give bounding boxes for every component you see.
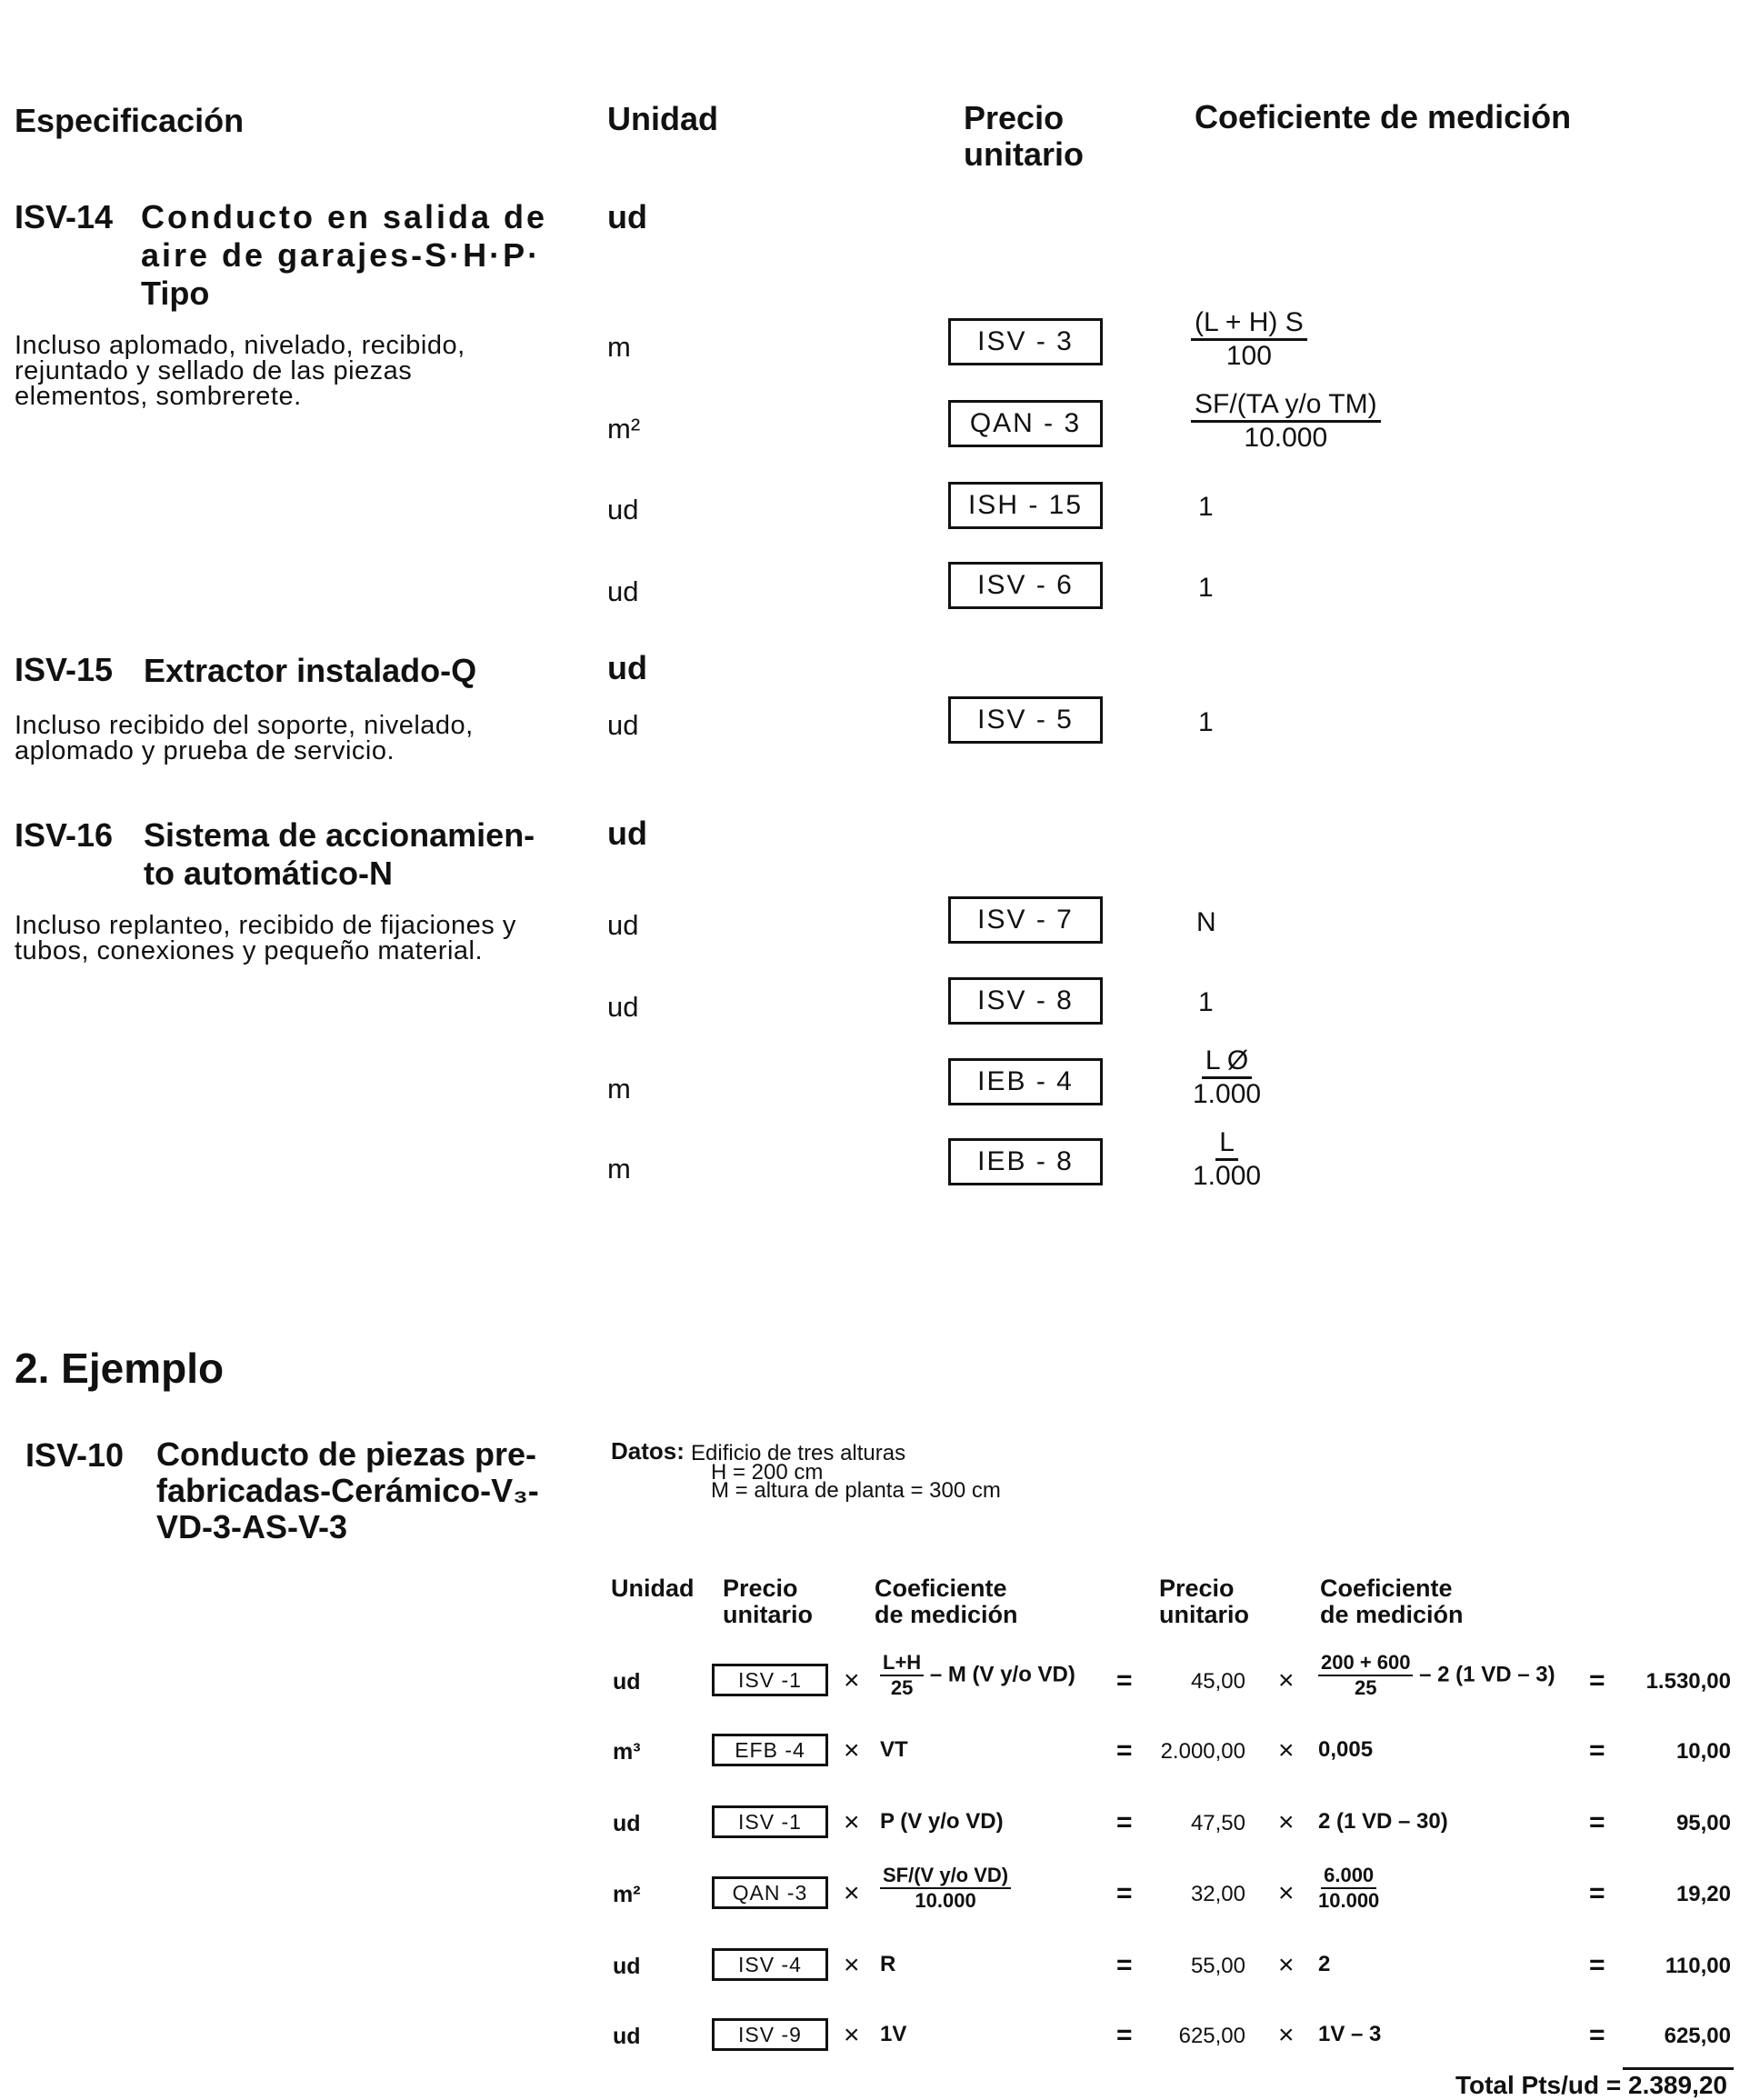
example-coefficient-value: 2 (1 VD – 30) [1318, 1809, 1448, 1834]
total-rule [1623, 2067, 1734, 2070]
fraction-denominator: 1.000 [1193, 1079, 1262, 1109]
row-unit: ud [607, 709, 639, 741]
header-line: Coeficiente [875, 1575, 1007, 1602]
item-description-isv16: Incluso replanteo, recibido de fijaciones y tubos, conexiones y pequeño material. [15, 911, 516, 965]
example-price-ref-box: ISV -1 [712, 1664, 828, 1696]
coefficient-value: N [1196, 907, 1216, 937]
expression-text: – 2 (1 VD – 3) [1413, 1662, 1555, 1687]
example-price-value: 45,00 [1190, 1669, 1245, 1694]
example-header-coefficient [875, 1575, 1018, 1628]
equals-sign: = [1116, 1878, 1133, 1908]
fraction [880, 1864, 1011, 1913]
price-ref-box: IEB - 4 [948, 1058, 1103, 1105]
fraction-denominator: 10.000 [1318, 1889, 1380, 1912]
example-row-unit: ud [613, 2024, 641, 2049]
row-unit: ud [607, 909, 639, 941]
title-line: fabricadas-Cerámico-V₃- [156, 1472, 539, 1509]
example-title [156, 1436, 539, 1545]
item-unit-isv14: ud [607, 198, 647, 235]
title-line: Sistema de accionamien- [144, 816, 535, 854]
example-price-value: 32,00 [1190, 1882, 1245, 1906]
coefficient-fraction [1191, 307, 1307, 372]
equals-sign: = [1589, 1807, 1605, 1837]
title-line: to automático-N [144, 855, 393, 892]
price-ref-box: ISV - 6 [948, 562, 1103, 609]
equals-sign: = [1116, 1735, 1133, 1765]
equals-sign: = [1589, 1735, 1605, 1765]
item-description-isv15: Incluso recibido del soporte, nivelado, aplomado y prueba de servicio. [15, 711, 474, 765]
coefficient-value: 1 [1198, 492, 1214, 522]
item-title-isv16 [144, 816, 535, 893]
item-code-isv14: ISV-14 [15, 198, 114, 235]
price-ref-box: ISH - 15 [948, 482, 1103, 529]
multiply-sign: × [1278, 2020, 1295, 2050]
example-coefficient-value [1318, 1864, 1379, 1913]
example-data-block [611, 1437, 1001, 1503]
coefficient-fraction [1193, 1127, 1261, 1192]
header-line: Precio [723, 1575, 798, 1602]
example-result-value: 625,00 [1664, 2024, 1731, 2048]
example-row-unit: ud [613, 1954, 641, 1979]
example-formula [880, 1864, 1011, 1913]
price-ref-box: ISV - 5 [948, 696, 1103, 744]
coefficient-fraction [1193, 1045, 1261, 1110]
header-price-line1: Precio [964, 99, 1065, 136]
row-unit: ud [607, 494, 639, 525]
title-line: VD-3-AS-V-3 [156, 1508, 348, 1545]
data-line: Edificio de tres alturas [691, 1441, 906, 1465]
fraction-denominator: 1.000 [1193, 1161, 1262, 1191]
title-line: Conducto de piezas pre- [156, 1435, 537, 1473]
example-coefficient-value: 2 [1318, 1952, 1331, 1976]
title-line: aire de garajes-S·H·P· [141, 236, 542, 274]
multiply-sign: × [1278, 1665, 1295, 1695]
multiply-sign: × [844, 1878, 860, 1908]
fraction [1318, 1864, 1379, 1913]
example-row-unit: m² [613, 1882, 641, 1907]
example-header-unit: Unidad [611, 1575, 695, 1602]
fraction [1318, 1651, 1413, 1700]
coefficient-fraction [1191, 389, 1381, 454]
data-line: M = altura de planta = 300 cm [711, 1478, 1001, 1503]
header-line: unitario [1159, 1601, 1249, 1628]
header-price [964, 100, 1084, 173]
example-header-price2 [1159, 1575, 1249, 1628]
example-header-price [723, 1575, 813, 1628]
header-line: Coeficiente [1320, 1575, 1453, 1602]
example-price-ref-box: EFB -4 [712, 1734, 828, 1766]
multiply-sign: × [844, 1665, 860, 1695]
multiply-sign: × [844, 1735, 860, 1765]
header-price-line2: unitario [964, 135, 1084, 173]
equals-sign: = [1589, 2020, 1605, 2050]
title-line: Conducto en salida de [141, 198, 548, 235]
fraction-numerator: SF/(V y/o VD) [880, 1864, 1011, 1889]
item-unit-isv15: ud [607, 649, 647, 686]
row-unit: m [607, 331, 631, 363]
item-description-isv14: Incluso aplomado, nivelado, recibido, rejuntado y sellado de las piezas elementos, sombrerete. [15, 331, 465, 411]
header-specification: Especificación [15, 102, 245, 139]
fraction-denominator: 10.000 [915, 1889, 976, 1912]
header-line: de medición [875, 1601, 1018, 1628]
fraction-denominator: 25 [1355, 1676, 1377, 1699]
example-price-value: 2.000,00 [1160, 1739, 1245, 1764]
fraction-numerator: L Ø [1202, 1045, 1252, 1079]
multiply-sign: × [1278, 1735, 1295, 1765]
header-unit: Unidad [607, 100, 718, 137]
item-code-isv16: ISV-16 [15, 816, 114, 854]
example-coefficient-value: 1V – 3 [1318, 2022, 1382, 2046]
example-price-ref-box: ISV -4 [712, 1948, 828, 1981]
fraction-numerator: 6.000 [1321, 1864, 1376, 1889]
header-line: de medición [1320, 1601, 1464, 1628]
data-line: H = 200 cm [711, 1460, 824, 1485]
item-title-isv14 [141, 198, 547, 313]
example-result-value: 95,00 [1675, 1811, 1731, 1835]
row-unit: ud [607, 575, 639, 607]
header-coefficient: Coeficiente de medición [1195, 98, 1572, 135]
data-label: Datos: [611, 1437, 685, 1465]
fraction-numerator: L+H [880, 1651, 924, 1676]
example-price-ref-box: ISV -1 [712, 1805, 828, 1838]
example-price-value: 625,00 [1178, 2024, 1245, 2048]
example-result-value: 1.530,00 [1645, 1669, 1731, 1694]
equals-sign: = [1589, 1950, 1605, 1980]
fraction-denominator: 100 [1225, 341, 1272, 371]
example-formula: 1V [880, 2022, 907, 2046]
multiply-sign: × [1278, 1807, 1295, 1837]
fraction-denominator: 10.000 [1244, 423, 1328, 453]
example-result-value: 19,20 [1675, 1882, 1731, 1906]
example-price-ref-box: QAN -3 [712, 1876, 828, 1909]
example-formula: P (V y/o VD) [880, 1809, 1004, 1834]
price-ref-box: ISV - 8 [948, 977, 1103, 1025]
row-unit: ud [607, 991, 639, 1023]
equals-sign: = [1116, 1665, 1133, 1695]
example-result-value: 110,00 [1665, 1954, 1731, 1978]
example-price-ref-box: ISV -9 [712, 2018, 828, 2051]
multiply-sign: × [1278, 1950, 1295, 1980]
multiply-sign: × [844, 2020, 860, 2050]
example-coefficient-value [1318, 1651, 1555, 1700]
example-price-value: 47,50 [1190, 1811, 1245, 1835]
example-formula: R [880, 1952, 896, 1976]
header-line: Precio [1159, 1575, 1235, 1602]
fraction-numerator: 200 + 600 [1318, 1651, 1413, 1676]
row-unit: m [607, 1073, 631, 1105]
row-unit: m [607, 1153, 631, 1185]
equals-sign: = [1589, 1878, 1605, 1908]
example-code: ISV-10 [25, 1436, 125, 1474]
header-line: unitario [723, 1601, 813, 1628]
example-result-value: 10,00 [1675, 1739, 1731, 1764]
total-value: Total Pts/ud = 2.389,20 [1455, 2071, 1727, 2099]
row-unit: m² [607, 413, 641, 445]
multiply-sign: × [844, 1950, 860, 1980]
multiply-sign: × [1278, 1878, 1295, 1908]
fraction [880, 1651, 924, 1700]
example-row-unit: m³ [613, 1739, 641, 1765]
equals-sign: = [1116, 2020, 1133, 2050]
fraction-numerator: SF/(TA y/o TM) [1191, 389, 1381, 423]
equals-sign: = [1589, 1665, 1605, 1695]
price-ref-box: ISV - 3 [948, 318, 1103, 365]
expression-text: – M (V y/o VD) [924, 1662, 1075, 1687]
item-unit-isv16: ud [607, 815, 647, 852]
example-row-unit: ud [613, 1669, 641, 1695]
equals-sign: = [1116, 1950, 1133, 1980]
example-header-coefficient2 [1320, 1575, 1464, 1628]
example-price-value: 55,00 [1190, 1954, 1245, 1978]
equals-sign: = [1116, 1807, 1133, 1837]
section-heading-example: 2. Ejemplo [15, 1345, 225, 1392]
price-ref-box: QAN - 3 [948, 400, 1103, 447]
example-row-unit: ud [613, 1811, 641, 1836]
coefficient-value: 1 [1198, 573, 1214, 603]
multiply-sign: × [844, 1807, 860, 1837]
fraction-denominator: 25 [890, 1676, 914, 1699]
example-formula: VT [880, 1737, 908, 1762]
example-coefficient-value: 0,005 [1318, 1737, 1374, 1762]
example-formula [880, 1651, 1075, 1700]
title-line: Tipo [141, 275, 210, 312]
item-title-isv15: Extractor instalado-Q [144, 652, 477, 689]
fraction-numerator: (L + H) S [1191, 307, 1307, 341]
coefficient-value: 1 [1198, 707, 1214, 737]
price-ref-box: IEB - 8 [948, 1138, 1103, 1185]
fraction-numerator: L [1215, 1127, 1238, 1161]
price-ref-box: ISV - 7 [948, 896, 1103, 944]
coefficient-value: 1 [1198, 987, 1214, 1017]
item-code-isv15: ISV-15 [15, 651, 114, 688]
